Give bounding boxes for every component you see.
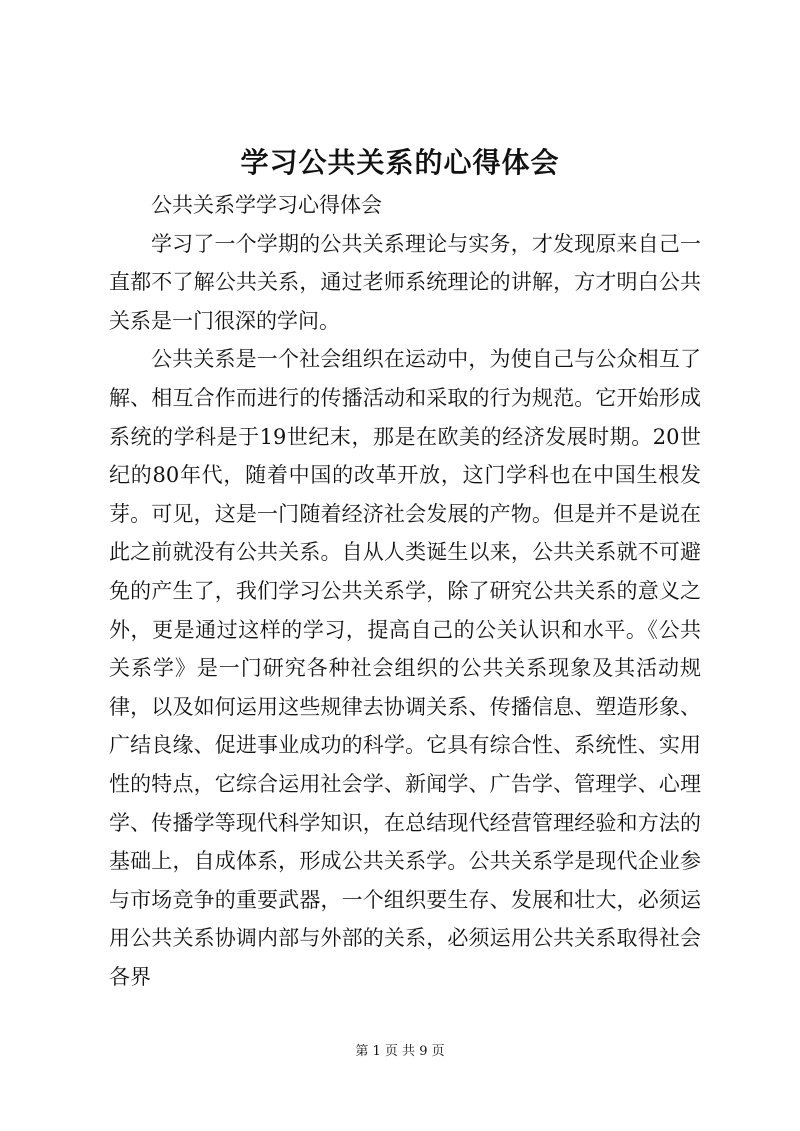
document-body xyxy=(109,186,701,996)
page-number-footer: 第 1 页 共 9 页 xyxy=(355,1044,445,1059)
document-title: 学习公共关系的心得体会 xyxy=(240,146,560,179)
paragraph: 公共关系是一个社会组织在运动中，为使自己与公众相互了解、相互合作而进行的传播活动和采取的行为规范。它开始形成系统的学科是于19世纪末，那是在欧美的经济发展时期。20世纪的80年代，随着中国的改革开放，这门学科也在中国生根发芽。可见，这是一门随着经济社会发展的产物。但是并不是说在此之前就没有公共关系。自从人类诞生以来，公共关系就不可避免的产生了，我们学习公共关系学，除了研究公共关系的意义之外，更是通过这样的学习，提高自己的公关认识和水平。《公共关系学》是一门研究各种社会组织的公共关系现象及其活动规律，以及如何运用这些规律去协调关系、传播信息、塑造形象、广结良缘、促进事业成功的科学。它具有综合性、系统性、实用性的特点，它综合运用社会学、新闻学、广告学、管理学、心理学、传播学等现代科学知识，在总结现代经营管理经验和方法的基础上，自成体系，形成公共关系学。公共关系学是现代企业参与市场竞争的重要武器，一个组织要生存、发展和壮大，必须运用公共关系协调内部与外部的关系，必须运用公共关系取得社会各界 xyxy=(109,347,701,989)
paragraph-subtitle: 公共关系学学习心得体会 xyxy=(151,193,382,217)
paragraph: 学习了一个学期的公共关系理论与实务，才发现原来自己一直都不了解公共关系，通过老师系统理论的讲解，方才明白公共关系是一门很深的学问。 xyxy=(109,231,701,333)
